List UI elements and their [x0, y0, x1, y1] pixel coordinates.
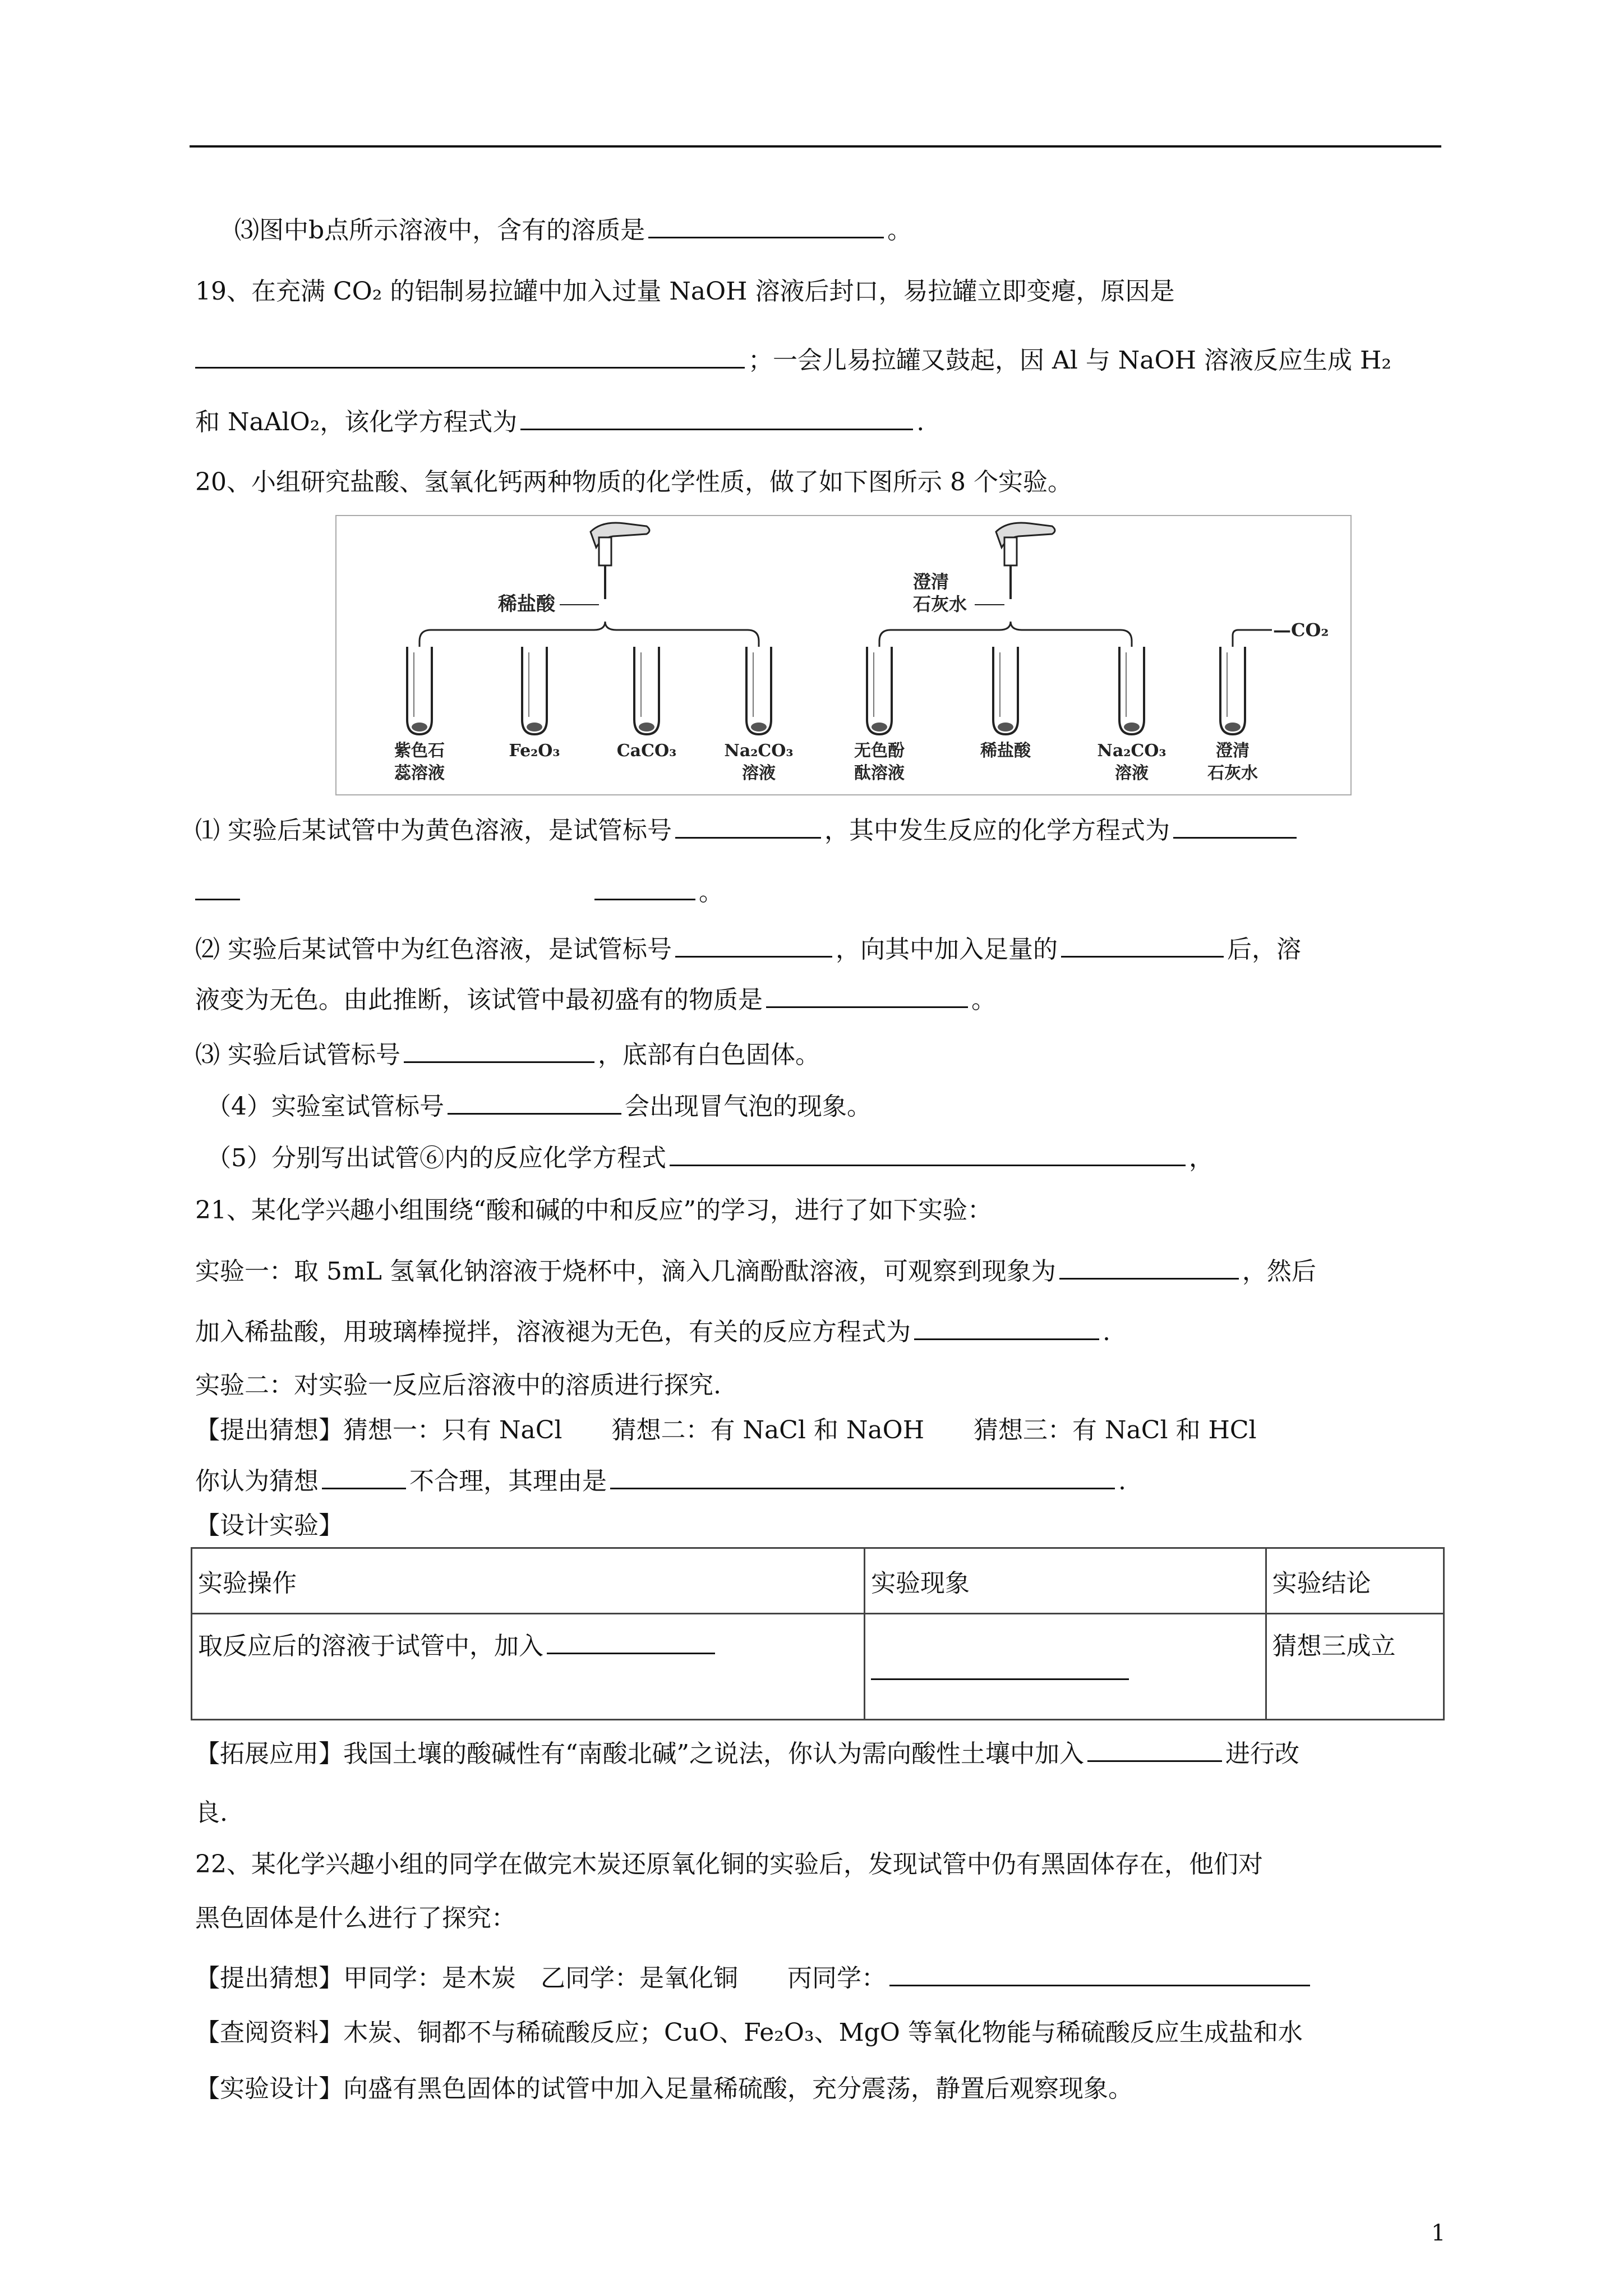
tube-group [407, 647, 1245, 734]
q21-design-heading: 【设计实验】 [195, 1511, 343, 1540]
table-header-row [192, 1548, 1444, 1614]
test-tube-icon [746, 647, 771, 734]
answer-blank[interactable] [648, 212, 884, 238]
q22-stem1: 22、某化学兴趣小组的同学在做完木炭还原氧化铜的实验后，发现试管中仍有黑固体存在，他们对 [195, 1850, 1263, 1879]
tube-label: 澄清 [1216, 741, 1249, 761]
test-tube-icon [1220, 647, 1245, 734]
answer-blank[interactable] [610, 1463, 1115, 1489]
q20-stem: 20、小组研究盐酸、氢氧化钙两种物质的化学性质，做了如下图所示 8 个实验。 [195, 468, 1072, 496]
answer-blank[interactable] [195, 342, 745, 369]
q20-p2-cont: 液变为无色。由此推断，该试管中最初盛有的物质是 。 [195, 982, 996, 1017]
q19-line1: 19、在充满 CO₂ 的铝制易拉罐中加入过量 NaOH 溶液后封口，易拉罐立即变瘪，原因是 [195, 277, 1175, 306]
table-cell-operation: 取反应后的溶液于试管中，加入 [192, 1614, 865, 1720]
test-tube-icon [407, 647, 432, 734]
q21-exp1-cont: 加入稀盐酸，用玻璃棒搅拌，溶液褪为无色，有关的反应方程式为 . [195, 1314, 1110, 1349]
dropper-left-icon [591, 523, 649, 599]
q20-p1-cont: 。 [195, 874, 723, 909]
answer-blank[interactable] [871, 1654, 1129, 1680]
tube-label: 稀盐酸 [980, 741, 1031, 761]
co2-label: —CO₂ [1273, 619, 1329, 641]
reagent-label-right-2: 石灰水 [913, 593, 967, 615]
tube-label: 酞溶液 [854, 763, 905, 783]
q22-guess: 【提出猜想】甲同学：是木炭 乙同学：是氧化铜 丙同学： [195, 1960, 1313, 1995]
q20-p4: （4）实验室试管标号 会出现冒气泡的现象。 [206, 1088, 872, 1124]
q22-stem2: 黑色固体是什么进行了探究： [195, 1904, 516, 1932]
tube-contents [1124, 723, 1140, 731]
q22-design: 【实验设计】向盛有黑色固体的试管中加入足量稀硫酸，充分震荡，静置后观察现象。 [195, 2074, 1133, 2103]
q21-stem: 21、某化学兴趣小组围绕“酸和碱的中和反应”的学习，进行了如下实验： [195, 1196, 992, 1225]
answer-blank[interactable] [670, 1140, 1186, 1166]
dropper-right-icon [996, 523, 1055, 599]
answer-blank[interactable] [404, 1037, 594, 1063]
tube-contents [998, 723, 1013, 731]
answer-blank[interactable] [448, 1088, 621, 1115]
branch-left [419, 622, 759, 647]
tube-label: CaCO₃ [616, 741, 677, 761]
tube-label: 紫色石 [394, 741, 445, 761]
test-tube-icon [867, 647, 892, 734]
q20-p1: ⑴ 实验后某试管中为黄色溶液，是试管标号 ，其中发生反应的化学方程式为 [195, 812, 1300, 848]
answer-blank[interactable] [520, 404, 913, 430]
q22-info: 【查阅资料】木炭、铜都不与稀硫酸反应；CuO、Fe₂O₃、MgO 等氧化物能与稀硫酸反应生成盐和水 [195, 2018, 1303, 2047]
answer-blank[interactable] [594, 874, 695, 900]
tube-label: Na₂CO₃ [724, 741, 794, 761]
reagent-label-left: 稀盐酸 [498, 593, 555, 615]
answer-blank[interactable] [1059, 1253, 1239, 1280]
answer-blank[interactable] [1061, 931, 1224, 958]
reagent-label-right-1: 澄清 [913, 571, 949, 592]
table-header-cell: 实验操作 [192, 1548, 865, 1614]
test-tube-figure [335, 515, 1352, 795]
answer-blank[interactable] [766, 982, 968, 1008]
tube-label: 无色酚 [854, 741, 905, 761]
tube-contents [1225, 723, 1241, 731]
answer-blank[interactable] [1173, 812, 1297, 839]
q20-p2: ⑵ 实验后某试管中为红色溶液，是试管标号 ，向其中加入足量的 后，溶 [195, 931, 1301, 967]
test-tube-icon [522, 647, 547, 734]
q20-p3: ⑶ 实验后试管标号 ，底部有白色固体。 [195, 1037, 820, 1072]
answer-blank[interactable] [675, 931, 832, 958]
q18-part3: ⑶图中b点所示溶液中，含有的溶质是 。 [234, 212, 912, 247]
tube-label: 蕊溶液 [394, 763, 445, 783]
tube-contents [751, 723, 767, 731]
test-tube-icon [993, 647, 1018, 734]
q21-exp2: 实验二：对实验一反应后溶液中的溶质进行探究. [195, 1371, 721, 1400]
q21-extend: 【拓展应用】我国土壤的酸碱性有“南酸北碱”之说法，你认为需向酸性土壤中加入 进行改 [195, 1736, 1299, 1771]
answer-blank[interactable] [914, 1314, 1099, 1340]
tube-label: 溶液 [742, 763, 776, 783]
tube-contents [872, 723, 887, 731]
tube-label: Fe₂O₃ [509, 741, 560, 761]
q20-p5: （5）分别写出试管⑥内的反应化学方程式 ， [206, 1140, 1214, 1175]
tube-contents [639, 723, 654, 731]
tube-contents [412, 723, 427, 731]
table-row [192, 1614, 1444, 1720]
answer-blank[interactable] [1087, 1736, 1222, 1762]
tube-label: Na₂CO₃ [1097, 741, 1166, 761]
answer-blank[interactable] [195, 874, 240, 900]
table-cell-conclusion: 猜想三成立 [1266, 1614, 1444, 1720]
table-cell-observation [865, 1614, 1266, 1720]
branch-right [879, 622, 1132, 647]
header-rule [190, 145, 1441, 148]
test-tube-icon [634, 647, 659, 734]
tube-label: 石灰水 [1207, 763, 1258, 783]
q21-unreasonable: 你认为猜想 不合理，其理由是 . [195, 1463, 1126, 1498]
tube-contents [527, 723, 542, 731]
table-header-cell: 实验现象 [865, 1548, 1266, 1614]
q21-extend-cont: 良. [195, 1798, 228, 1827]
page-number: 1 [1431, 2220, 1446, 2246]
answer-blank[interactable] [547, 1628, 715, 1654]
answer-blank[interactable] [322, 1463, 406, 1489]
q21-guess: 【提出猜想】猜想一：只有 NaCl 猜想二：有 NaCl 和 NaOH 猜想三：有 NaCl 和 HCl [195, 1416, 1257, 1444]
tube-label-group [394, 741, 1258, 783]
table-header-cell: 实验结论 [1266, 1548, 1444, 1614]
tube-label: 溶液 [1115, 763, 1149, 783]
experiment-diagram [335, 515, 1352, 795]
q19-line2: ；一会儿易拉罐又鼓起，因 Al 与 NaOH 溶液反应生成 H₂ [195, 342, 1391, 378]
test-tube-icon [1119, 647, 1144, 734]
experiment-table [191, 1547, 1445, 1720]
answer-blank[interactable] [889, 1960, 1310, 1986]
answer-blank[interactable] [675, 812, 821, 839]
q19-line3: 和 NaAlO₂，该化学方程式为 . [195, 404, 924, 439]
q21-exp1: 实验一：取 5mL 氢氧化钠溶液于烧杯中，滴入几滴酚酞溶液，可观察到现象为 ，然后 [195, 1253, 1316, 1289]
